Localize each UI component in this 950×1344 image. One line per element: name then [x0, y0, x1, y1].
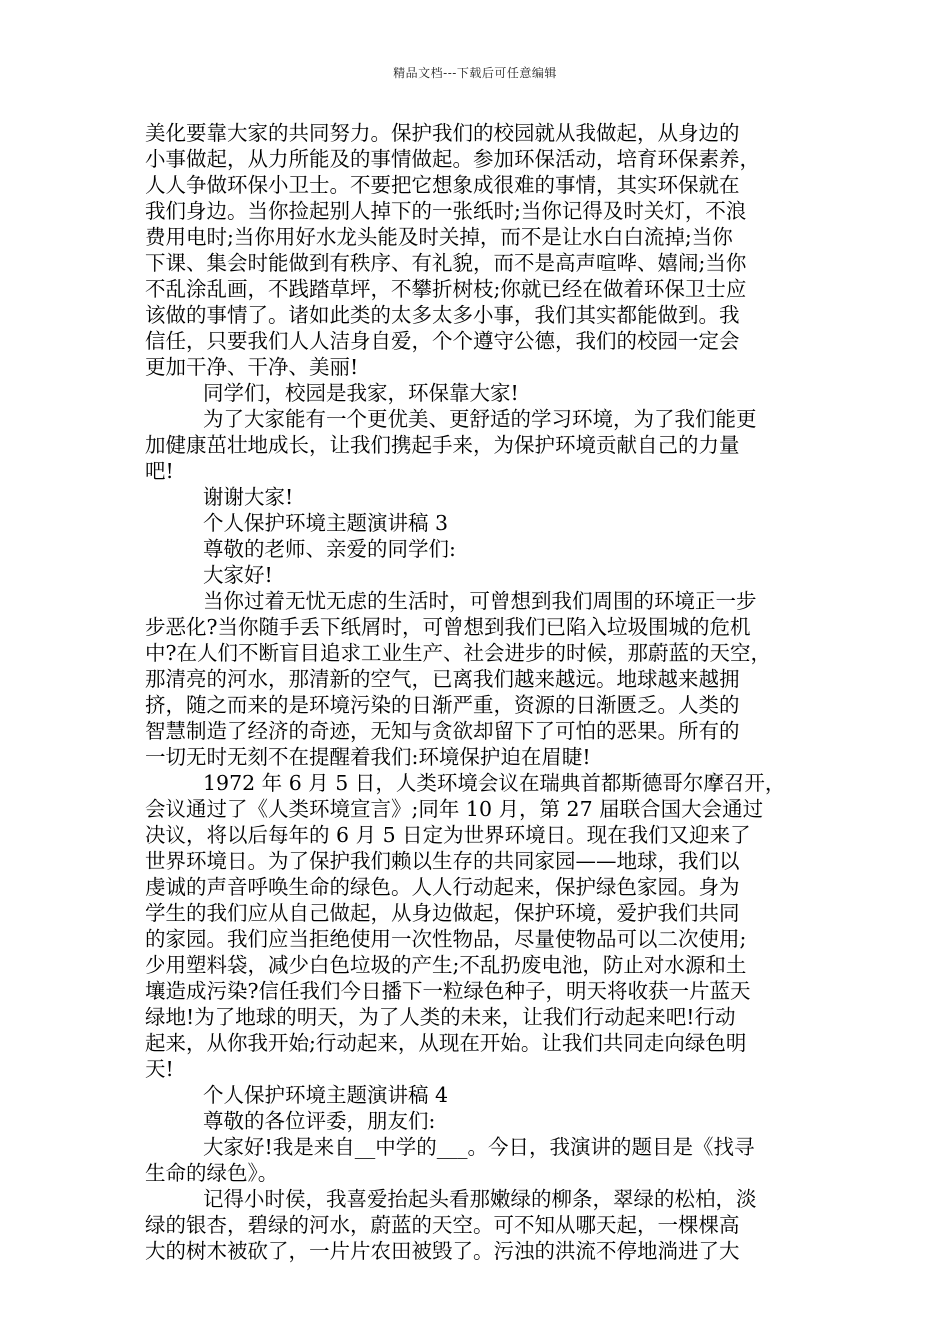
text-line: 绿地!为了地球的明天，为了人类的未来，让我们行动起来吧!行动: [145, 1005, 736, 1029]
text-line: 1972 年 6 月 5 日，人类环境会议在瑞典首都斯德哥尔摩召开，: [203, 771, 786, 795]
text-line: 下课、集会时能做到有秩序、有礼貌，而不是高声喧哗、嬉闹;当你: [145, 251, 747, 275]
text-line: 美化要靠大家的共同努力。保护我们的校园就从我做起，从身边的: [145, 121, 740, 145]
document-body: [145, 120, 807, 1264]
text-line: 尊敬的各位评委，朋友们:: [203, 1109, 436, 1133]
text-line: 更加干净、干净、美丽!: [145, 355, 359, 379]
text-line: 当你过着无忧无虑的生活时，可曾想到我们周围的环境正一步: [203, 589, 757, 613]
text-line: 谢谢大家!: [203, 485, 294, 509]
text-line: 我们身边。当你捡起别人掉下的一张纸时;当你记得及时关灯，不浪: [145, 199, 747, 223]
text-line: 一切无时无刻不在提醒着我们:环境保护迫在眉睫!: [145, 745, 591, 769]
text-line: 加健康茁壮地成长，让我们携起手来，为保护环境贡献自己的力量: [145, 433, 740, 457]
text-line: 中?在人们不断盲目追求工业生产、社会进步的时候，那蔚蓝的天空，: [145, 641, 771, 665]
text-line: 那清亮的河水，那清新的空气，已离我们越来越远。地球越来越拥: [145, 667, 740, 691]
text-line: 个人保护环境主题演讲稿 3: [203, 511, 449, 535]
text-line: 为了大家能有一个更优美、更舒适的学习环境，为了我们能更: [203, 407, 757, 431]
text-line: 不乱涂乱画，不践踏草坪，不攀折树枝;你就已经在做着环保卫士应: [145, 277, 747, 301]
text-line: 学生的我们应从自己做起，从身边做起，保护环境，爱护我们共同: [145, 901, 740, 925]
text-line: 的家园。我们应当拒绝使用一次性物品，尽量使物品可以二次使用;: [145, 927, 747, 951]
text-line: 记得小时侯，我喜爱抬起头看那嫩绿的柳条，翠绿的松柏，淡: [203, 1187, 757, 1211]
text-line: 会议通过了《人类环境宣言》;同年 10 月，第 27 届联合国大会通过: [145, 797, 764, 821]
text-line: 人人争做环保小卫士。不要把它想象成很难的事情，其实环保就在: [145, 173, 740, 197]
text-line: 起来，从你我开始;行动起来，从现在开始。让我们共同走向绿色明: [145, 1031, 747, 1055]
text-line: 少用塑料袋，减少白色垃圾的产生;不乱扔废电池，防止对水源和土: [145, 953, 747, 977]
page-header: 精品文档---下载后可任意编辑: [393, 66, 557, 80]
text-line: 智慧制造了经济的奇迹，无知与贪欲却留下了可怕的恶果。所有的: [145, 719, 740, 743]
text-line: 信任，只要我们人人洁身自爱，个个遵守公德，我们的校园一定会: [145, 329, 740, 353]
text-line: 挤，随之而来的是环境污染的日渐严重，资源的日渐匮乏。人类的: [145, 693, 740, 717]
text-line: 绿的银杏，碧绿的河水，蔚蓝的天空。可不知从哪天起，一棵棵高: [145, 1213, 740, 1237]
text-line: 大家好!: [203, 563, 273, 587]
text-line: 尊敬的老师、亲爱的同学们:: [203, 537, 456, 561]
text-line: 生命的绿色》。: [145, 1161, 279, 1185]
text-line: 吧!: [145, 459, 174, 483]
text-line: 大家好!我是来自__中学的___。今日，我演讲的题目是《找寻: [203, 1135, 755, 1159]
text-line: 世界环境日。为了保护我们赖以生存的共同家园——地球，我们以: [145, 849, 740, 873]
text-line: 该做的事情了。诸如此类的太多太多小事，我们其实都能做到。我: [145, 303, 740, 327]
text-line: 同学们，校园是我家，环保靠大家!: [203, 381, 519, 405]
text-line: 决议，将以后每年的 6 月 5 日定为世界环境日。现在我们又迎来了: [145, 823, 751, 847]
text-line: 步恶化?当你随手丢下纸屑时，可曾想到我们已陷入垃圾围城的危机: [145, 615, 751, 639]
text-line: 费用电时;当你用好水龙头能及时关掉，而不是让水白白流掉;当你: [145, 225, 733, 249]
text-line: 个人保护环境主题演讲稿 4: [203, 1083, 449, 1107]
text-line: 虔诚的声音呼唤生命的绿色。人人行动起来，保护绿色家园。身为: [145, 875, 740, 899]
text-line: 天!: [145, 1057, 174, 1081]
text-line: 壤造成污染?信任我们今日播下一粒绿色种子，明天将收获一片蓝天: [145, 979, 751, 1003]
text-line: 小事做起，从力所能及的事情做起。参加环保活动，培育环保素养，: [145, 147, 760, 171]
text-line: 大的树木被砍了，一片片农田被毁了。污浊的洪流不停地淌进了大: [145, 1239, 740, 1263]
